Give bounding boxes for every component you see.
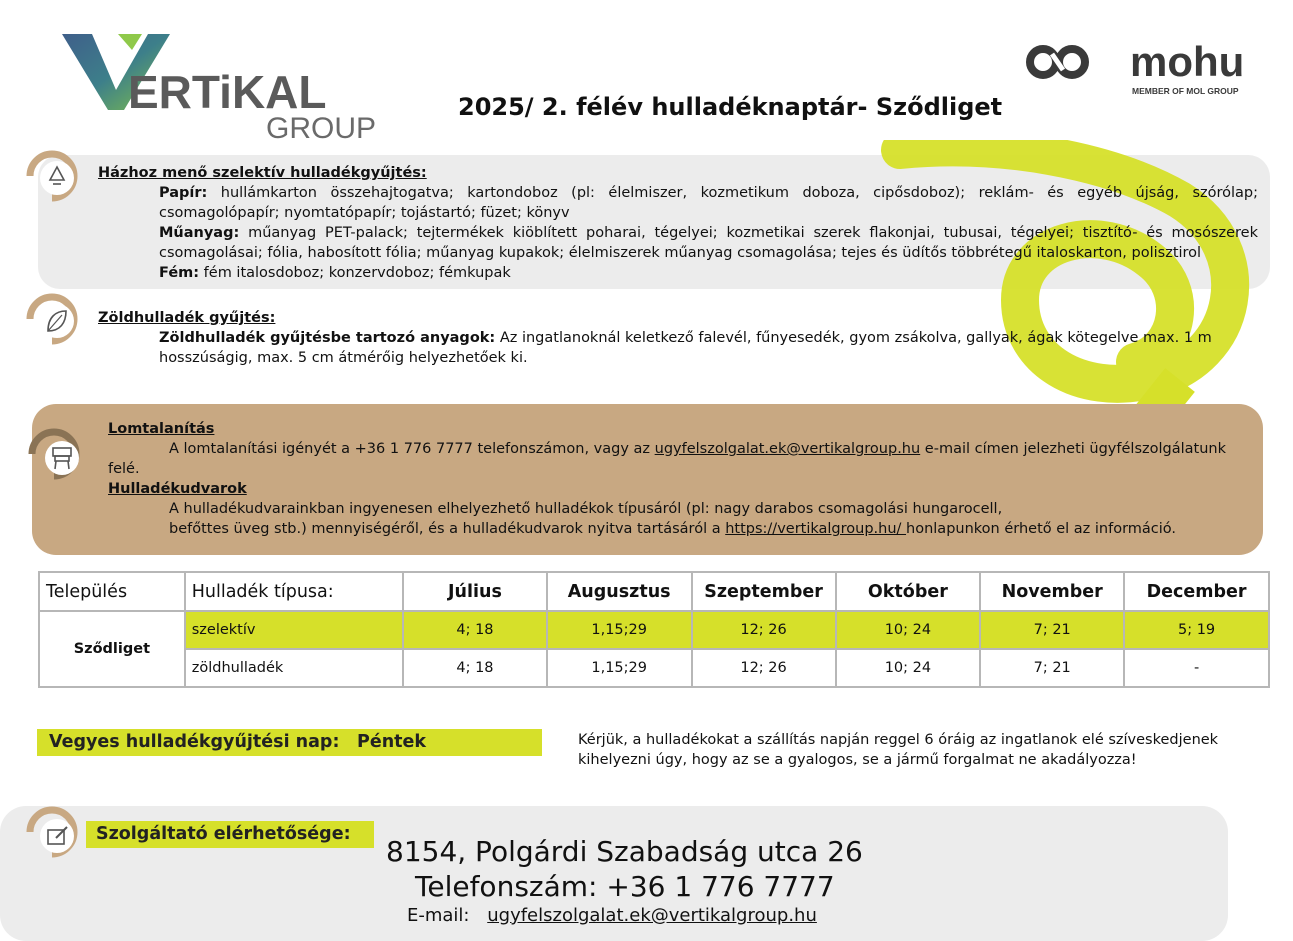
green-text: Az ingatlanoknál keletkező falevél, fűnyesedék, gyom zsákolva, gallyak, ágak kötegelve max. 1 m hosszúságig, max. 5 cm átmérőig helyezhetőek ki. [159, 330, 1212, 366]
contact-address: 8154, Polgárdi Szabadság utca 26 [386, 835, 863, 868]
page-title: 2025/ 2. félév hulladéknaptár- Sződliget [458, 93, 1003, 121]
header-month: Szeptember [692, 572, 836, 611]
date-cell: 4; 18 [403, 611, 547, 649]
recycle-icon [26, 150, 78, 202]
mohu-logo [1026, 36, 1261, 98]
notice-text: Kérjük, a hulladékokat a szállítás napján reggel 6 óráig az ingatlanok elé szíveskedjenek kihelyezni úgy, hogy az se a gyalogos, se a jármű forgalmat ne akadályozza! [578, 732, 1219, 768]
contact-email-label: E-mail: [407, 905, 470, 926]
date-cell: 12; 26 [692, 611, 836, 649]
paper-text: hullámkarton összehajtogatva; kartondoboz (pl: élelmiszer, kozmetikum doboza, cipősdoboz); reklám- és egyéb újság, szórólap; csomagolópapír; nyomtatópapír; tojástartó; füzet; könyv [159, 185, 1258, 221]
svg-text:MEMBER OF MOL GROUP: MEMBER OF MOL GROUP [1132, 86, 1239, 96]
header-month: Október [836, 572, 981, 611]
metal-label: Fém: [159, 265, 200, 281]
bulky-email-link[interactable]: ugyfelszolgalat.ek@vertikalgroup.hu [654, 441, 921, 457]
contact-label: Szolgáltató elérhetősége: [96, 824, 351, 844]
date-cell: 7; 21 [980, 649, 1124, 687]
green-heading: Zöldhulladék gyűjtés: [98, 310, 276, 326]
header-waste-type: Hulladék típusa: [185, 572, 403, 611]
leaf-icon [26, 293, 78, 345]
date-cell: 10; 24 [836, 649, 981, 687]
settlement-cell: Sződliget [39, 611, 185, 687]
bulky-section [108, 419, 1248, 539]
bulky-text-before: A lomtalanítási igényét a +36 1 776 7777 telefonszámon, vagy az [169, 441, 655, 457]
svg-text:GROUP: GROUP [266, 112, 377, 143]
waste-type-cell: zöldhulladék [185, 649, 403, 687]
table-header-row [39, 572, 1269, 611]
plastic-text: műanyag PET-palack; tejtermékek kiöblített poharai, tégelyei; kozmetikai szerek flakonjai, tubusai, tégelyei; tisztító- és mosószerek csomagolásai; fólia, habosított fólia; műanyag kupakok; élelmiszerek műanyag csomagolása; tejes és üdítős többrétegű italoskarton, polisztirol [159, 225, 1258, 261]
table-row-selective [39, 611, 1269, 649]
date-cell: 1,15;29 [547, 611, 692, 649]
mixed-waste-label: Vegyes hulladékgyűjtési nap: [49, 732, 340, 752]
header-settlement: Település [39, 572, 185, 611]
yards-heading: Hulladékudvarok [108, 481, 247, 497]
date-cell: 7; 21 [980, 611, 1124, 649]
mixed-waste-banner [37, 729, 542, 756]
bulky-heading: Lomtalanítás [108, 421, 215, 437]
yards-line-1: A hulladékudvarainkban ingyenesen elhelyezhető hulladékok típusáról (pl: nagy darabos csomagolási hungarocell, [169, 501, 1003, 517]
contact-email-row [407, 905, 817, 926]
yards-website-link[interactable]: https://vertikalgroup.hu/ [725, 521, 907, 537]
yards-text-after: honlapunkon érhető el az információ. [906, 521, 1177, 537]
metal-paragraph [98, 263, 1258, 283]
header-month: December [1124, 572, 1269, 611]
paper-paragraph [98, 183, 1258, 223]
table-row-green [39, 649, 1269, 687]
svg-text:ERTiKAL: ERTiKAL [128, 66, 327, 118]
bulky-text-after: e-mail címen jelezheti ügyfélszolgálatunk felé. [108, 441, 1226, 477]
yards-line-2 [108, 519, 1248, 539]
bulky-paragraph [108, 439, 1248, 479]
selective-section [98, 163, 1258, 283]
contact-label-banner [86, 821, 374, 848]
vertikal-logo [58, 28, 378, 143]
document-edit-icon [26, 806, 78, 858]
date-cell: 4; 18 [403, 649, 547, 687]
svg-text:mohu: mohu [1130, 38, 1245, 85]
header-month: November [980, 572, 1124, 611]
date-cell: 10; 24 [836, 611, 981, 649]
yards-text-before: befőttes üveg stb.) mennyiségéről, és a hulladékudvarok nyitva tartásáról a [169, 521, 726, 537]
green-section [98, 308, 1218, 368]
green-label: Zöldhulladék gyűjtésbe tartozó anyagok: [159, 330, 496, 346]
paper-label: Papír: [159, 185, 208, 201]
contact-email-link[interactable]: ugyfelszolgalat.ek@vertikalgroup.hu [487, 905, 817, 926]
mixed-waste-day: Péntek [357, 732, 427, 752]
selective-heading: Házhoz menő szelektív hulladékgyűjtés: [98, 165, 427, 181]
schedule-table [38, 571, 1270, 688]
header-month: Augusztus [547, 572, 692, 611]
date-cell: 1,15;29 [547, 649, 692, 687]
chair-icon [28, 428, 80, 480]
date-cell: - [1124, 649, 1269, 687]
date-cell: 12; 26 [692, 649, 836, 687]
date-cell: 5; 19 [1124, 611, 1269, 649]
green-paragraph [98, 328, 1218, 368]
waste-type-cell: szelektív [185, 611, 403, 649]
plastic-paragraph [98, 223, 1258, 263]
contact-phone: Telefonszám: +36 1 776 7777 [415, 870, 835, 903]
metal-text: fém italosdoboz; konzervdoboz; fémkupak [199, 265, 511, 281]
header-month: Július [403, 572, 547, 611]
plastic-label: Műanyag: [159, 225, 240, 241]
